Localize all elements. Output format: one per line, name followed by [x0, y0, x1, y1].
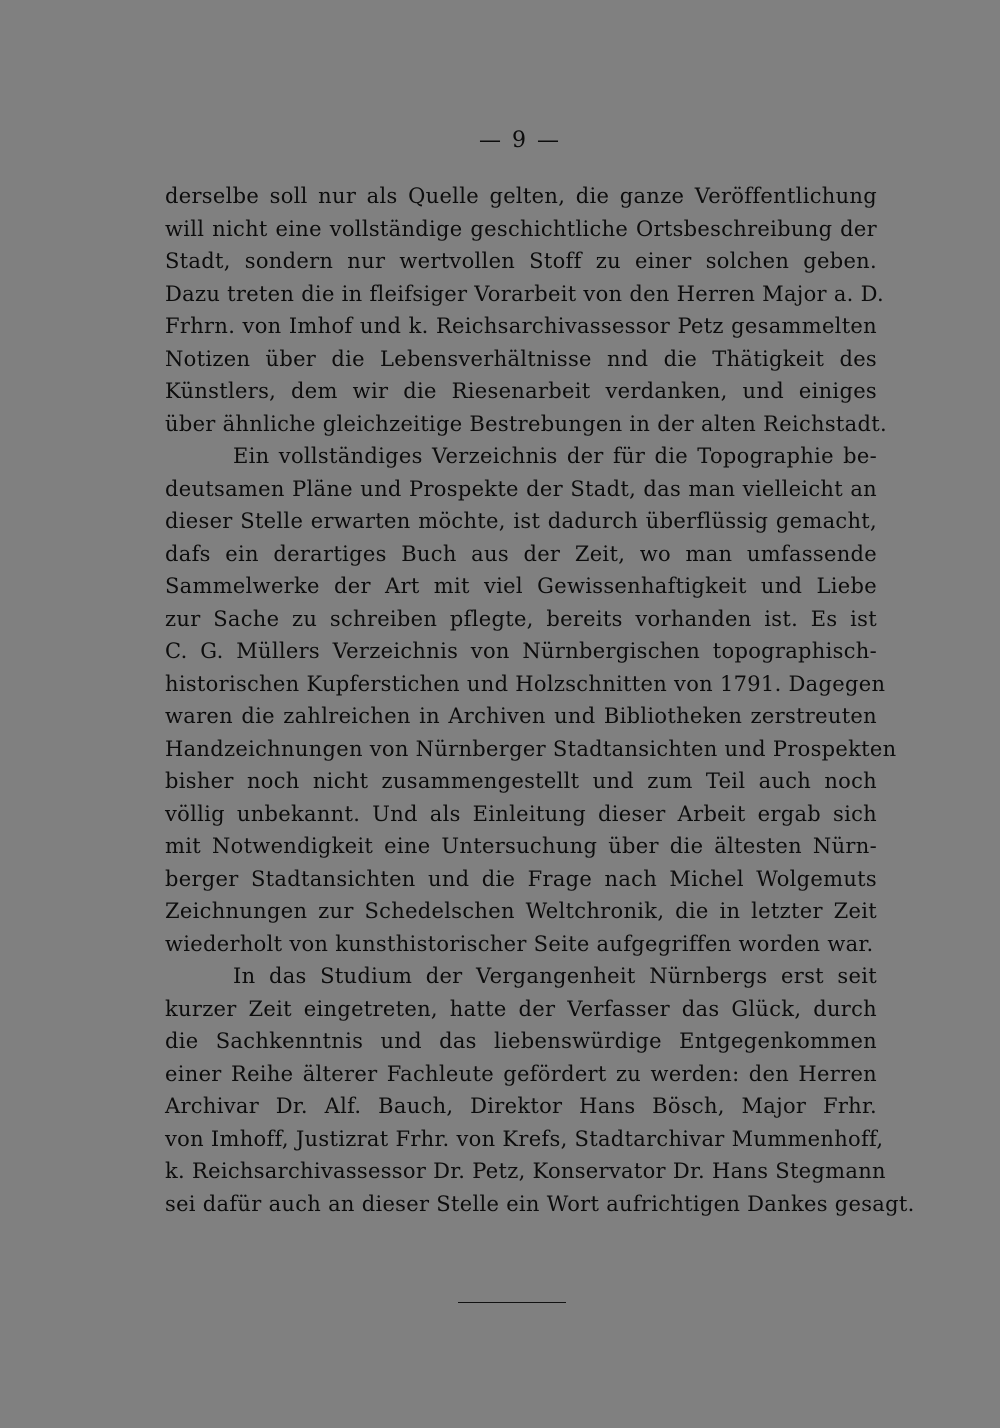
text-line: völlig unbekannt. Und als Einleitung dieser Arbeit ergab sich [165, 801, 877, 826]
text-line: C. G. Müllers Verzeichnis von Nürnbergischen topographisch- [165, 639, 877, 663]
text-line: historischen Kupferstichen und Holzschnitten von 1791. Dagegen [165, 671, 886, 696]
text-line: einer Reihe älterer Fachleute gefördert zu werden: den Herren [165, 1061, 877, 1086]
text-line: Handzeichnungen von Nürnberger Stadtansichten und Prospekten [165, 736, 897, 761]
text-line: Dazu treten die in fleifsiger Vorarbeit von den Herren Major a. D. [165, 281, 884, 306]
text-line: die Sachkenntnis und das liebenswürdige Entgegenkommen [165, 1029, 877, 1053]
text-line: sei dafür auch an dieser Stelle ein Wort aufrichtigen Dankes gesagt. [165, 1191, 915, 1216]
text-line: über ähnliche gleichzeitige Bestrebungen in der alten Reichstadt. [165, 411, 887, 436]
text-line: derselbe soll nur als Quelle gelten, die ganze Veröffentlichung [165, 184, 877, 208]
text-line: Archivar Dr. Alf. Bauch, Direktor Hans Bösch, Major Frhr. [165, 1094, 877, 1118]
text-line: von Imhoff, Justizrat Frhr. von Krefs, Stadtarchivar Mummenhoff, [165, 1126, 884, 1151]
text-line: dieser Stelle erwarten möchte, ist dadurch überflüssig gemacht, [165, 509, 877, 533]
page-number: — 9 — [479, 128, 561, 153]
text-line: In das Studium der Vergangenheit Nürnbergs erst seit [233, 964, 877, 988]
text-line: k. Reichsarchivassessor Dr. Petz, Konservator Dr. Hans Stegmann [165, 1159, 886, 1183]
text-line: berger Stadtansichten und die Frage nach Michel Wolgemuts [165, 866, 877, 891]
text-line: bisher noch nicht zusammengestellt und zum Teil auch noch [165, 769, 877, 793]
text-line: Frhrn. von Imhof und k. Reichsarchivassessor Petz gesammelten [165, 314, 877, 338]
text-line: Ein vollständiges Verzeichnis der für die Topographie be- [233, 444, 877, 468]
text-line: waren die zahlreichen in Archiven und Bibliotheken zerstreuten [165, 704, 877, 728]
footer-rule [458, 1302, 566, 1303]
text-line: Künstlers, dem wir die Riesenarbeit verdanken, und einiges [165, 379, 877, 403]
text-line: Zeichnungen zur Schedelschen Weltchronik, die in letzter Zeit [165, 899, 877, 923]
text-line: deutsamen Pläne und Prospekte der Stadt, das man vielleicht an [165, 476, 877, 501]
text-line: dafs ein derartiges Buch aus der Zeit, wo man umfassende [165, 541, 877, 566]
text-line: will nicht eine vollständige geschichtliche Ortsbeschreibung der [165, 216, 877, 241]
text-line: kurzer Zeit eingetreten, hatte der Verfasser das Glück, durch [165, 996, 877, 1021]
text-line: Stadt, sondern nur wertvollen Stoff zu einer solchen geben. [165, 249, 877, 273]
text-line: mit Notwendigkeit eine Untersuchung über die ältesten Nürn- [165, 834, 877, 858]
body-text [165, 180, 915, 1220]
text-line: zur Sache zu schreiben pflegte, bereits vorhanden ist. Es ist [165, 606, 877, 631]
text-line: Sammelwerke der Art mit viel Gewissenhaftigkeit und Liebe [165, 574, 877, 598]
text-line: wiederholt von kunsthistorischer Seite aufgegriffen worden war. [165, 931, 874, 956]
text-line: Notizen über die Lebensverhältnisse nnd die Thätigkeit des [165, 346, 877, 371]
